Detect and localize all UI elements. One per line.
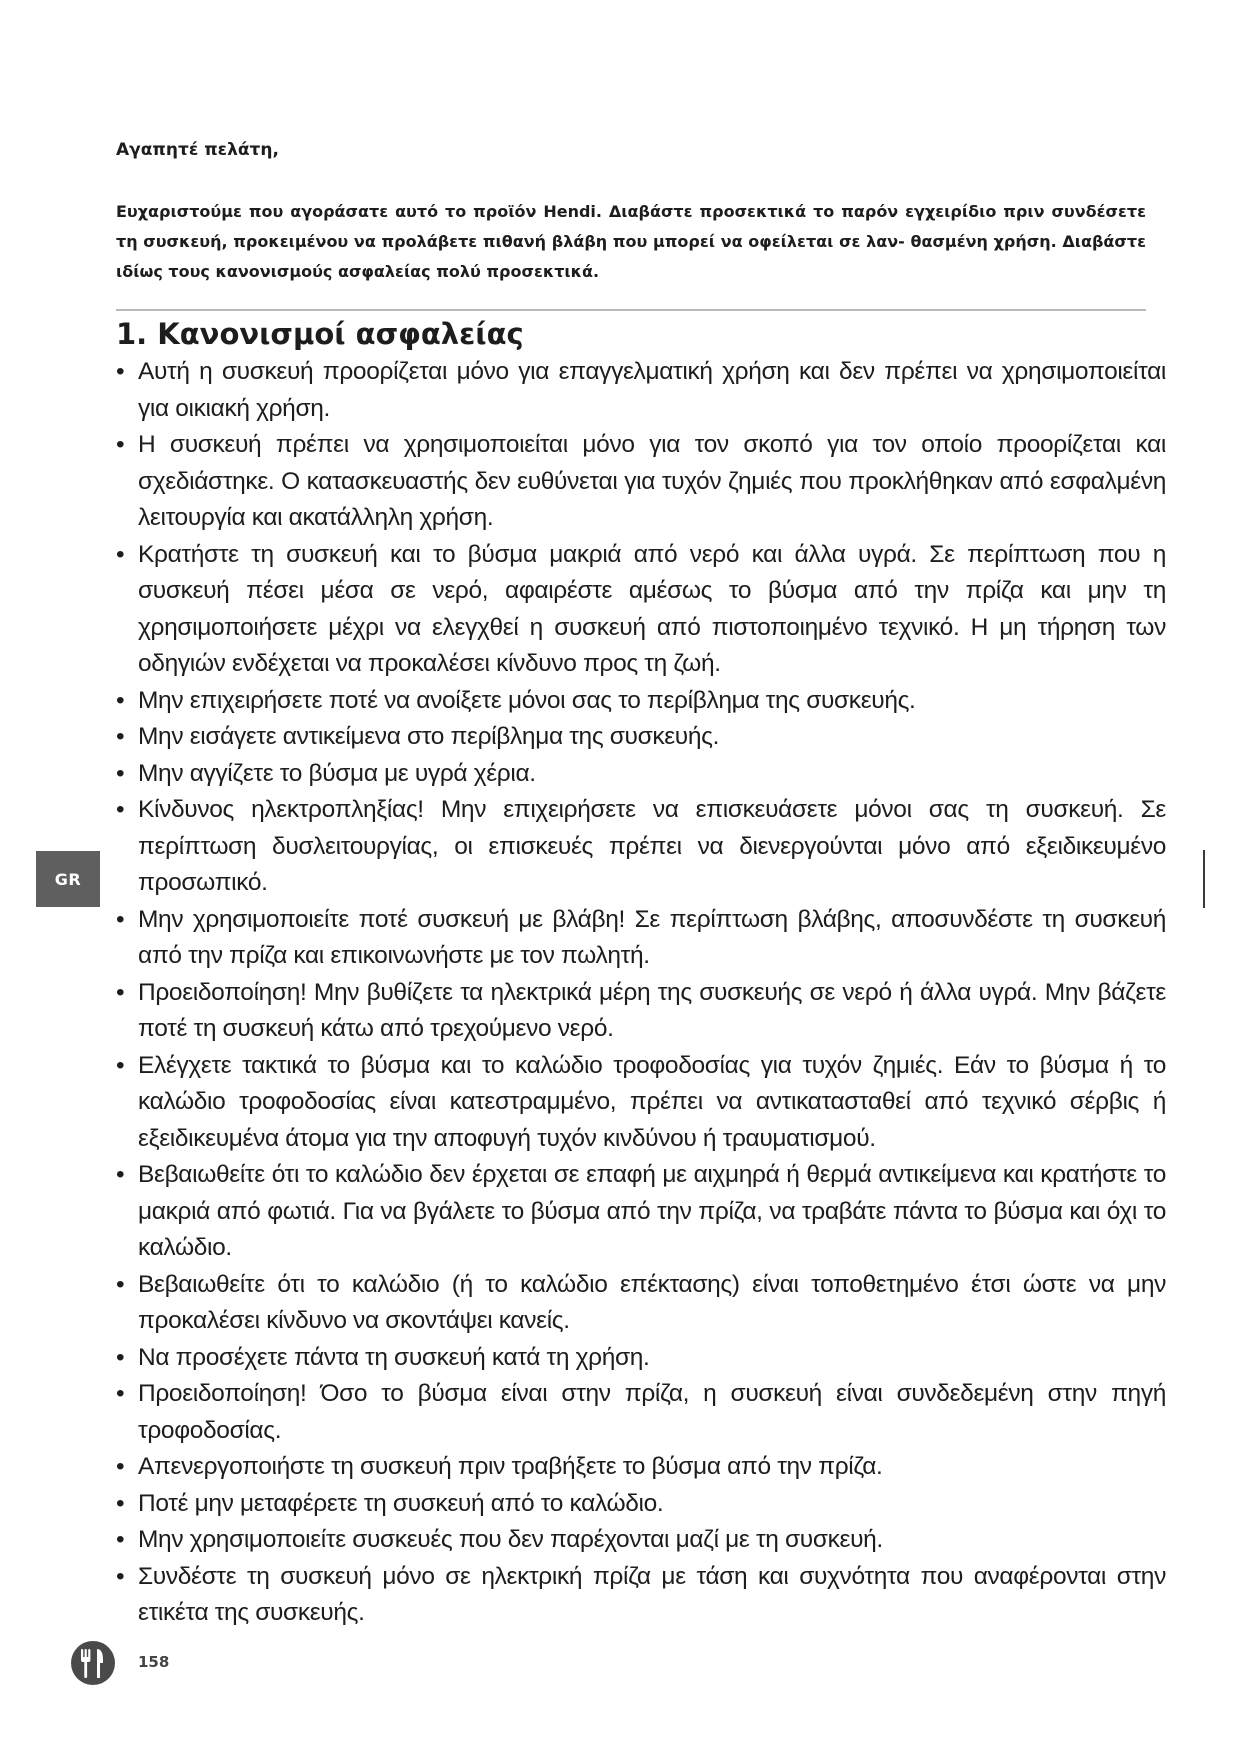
bullet: • — [116, 759, 125, 787]
list-item-text: Κρατήστε τη συσκευή και το βύσμα μακριά από νερό και άλλα υγρά. Σε περίπτωση που η συσκευή πέσει μέσα σε νερό, αφαιρέστε αμέσως το βύσμα από την πρίζα και μην τη χρησιμοποιήσετε μέχρι να ελεγχθεί η συσκευή από πιστοποιημένο τεχνικό. Η μη τήρηση των οδηγιών ενδέχεται να προκαλέσει κίνδυνο προς τη ζωή. — [138, 540, 1166, 677]
list-item-text: Ποτέ μην μεταφέρετε τη συσκευή από το καλώδιο. — [138, 1489, 664, 1517]
list-item-text: Μην εισάγετε αντικείμενα στο περίβλημα της συσκευής. — [138, 723, 720, 750]
list-item-text: Βεβαιωθείτε ότι το καλώδιο δεν έρχεται σε επαφή με αιχμηρά ή θερμά αντικείμενα και κρατήστε το μακριά από φωτιά. Για να βγάλετε το βύσμα από την πρίζα, να τραβάτε πάντα το βύσμα και όχι το καλώδιο. — [138, 1161, 1166, 1261]
bullet: • — [116, 723, 125, 750]
list-item — [116, 683, 1166, 720]
list-item — [116, 354, 1166, 427]
list-item-text: Απενεργοποιήστε τη συσκευή πριν τραβήξετε το βύσμα από την πρίζα. — [138, 1453, 883, 1480]
bullet: • — [116, 1161, 125, 1188]
cutlery-logo-icon — [70, 1640, 116, 1686]
list-item-text: Συνδέστε τη συσκευή μόνο σε ηλεκτρική πρίζα με τάση και συχνότητα που αναφέρονται στην ετικέτα της συσκευής. — [138, 1562, 1166, 1626]
list-item — [116, 1559, 1166, 1632]
list-item — [116, 902, 1166, 975]
list-item — [116, 1267, 1166, 1340]
list-item — [116, 975, 1166, 1048]
bullet: • — [116, 540, 125, 568]
intro-paragraph: Ευχαριστούμε που αγοράσατε αυτό το προϊόν Hendi. Διαβάστε προσεκτικά το παρόν εγχειρίδιο πριν συνδέσετε τη συσκευή, προκειμένου να προλάβετε πιθανή βλάβη που μπορεί να οφείλεται σε λαν- θασμένη χρήση. Διαβάστε ιδίως τους κανονισμούς ασφαλείας πολύ προσεκτικά. — [116, 202, 1146, 281]
bullet: • — [116, 1343, 125, 1371]
list-item-text: Προειδοποίηση! Όσο το βύσμα είναι στην πρίζα, η συσκευή είναι συνδεδεμένη στην πηγή τροφοδοσίας. — [138, 1380, 1166, 1444]
list-item-text: Κίνδυνος ηλεκτροπληξίας! Μην επιχειρήσετε να επισκευάσετε μόνοι σας τη συσκευή. Σε περίπτωση δυσλειτουργίας, οι επισκευές πρέπει να διενεργούνται μόνο από εξειδικευμένο προσωπικό. — [138, 796, 1166, 896]
list-item — [116, 427, 1166, 537]
bullet: • — [116, 1453, 125, 1480]
list-item — [116, 792, 1166, 902]
list-item — [116, 1522, 1166, 1559]
list-item-text: Βεβαιωθείτε ότι το καλώδιο (ή το καλώδιο επέκτασης) είναι τοποθετημένο έτσι ώστε να μην προκαλέσει κίνδυνο να σκοντάψει κανείς. — [138, 1270, 1166, 1334]
safety-rules-list — [116, 354, 1166, 1632]
list-item-text: Προειδοποίηση! Μην βυθίζετε τα ηλεκτρικά μέρη της συσκευής σε νερό ή άλλα υγρά. Μην βάζετε ποτέ τη συσκευή κάτω από τρεχούμενο νερό. — [138, 978, 1166, 1042]
side-marker — [1203, 850, 1205, 908]
bullet: • — [116, 978, 125, 1006]
list-item-text: Μην χρησιμοποιείτε συσκευές που δεν παρέχονται μαζί με τη συσκευή. — [138, 1526, 883, 1553]
bullet: • — [116, 1562, 125, 1590]
bullet: • — [116, 1051, 125, 1079]
list-item-text: Αυτή η συσκευή προορίζεται μόνο για επαγγελματική χρήση και δεν πρέπει να χρησιμοποιείται για οικιακή χρήση. — [138, 358, 1166, 422]
section-divider — [116, 309, 1146, 311]
bullet: • — [116, 905, 125, 933]
language-label: GR — [54, 869, 82, 889]
list-item — [116, 1376, 1166, 1449]
bullet: • — [116, 1380, 125, 1407]
list-item-text: Ελέγχετε τακτικά το βύσμα και το καλώδιο τροφοδοσίας για τυχόν ζημιές. Εάν το βύσμα ή το καλώδιο τροφοδοσίας είναι κατεστραμμένο, πρέπει να αντικατασταθεί από τεχνικό σέρβις ή εξειδικευμένα άτομα για την αποφυγή τυχόν κινδύνου ή τραυματισμού. — [138, 1051, 1166, 1152]
bullet: • — [116, 796, 125, 823]
list-item — [116, 537, 1166, 683]
list-item — [116, 1048, 1166, 1158]
list-item — [116, 1340, 1166, 1377]
list-item-text: Μην επιχειρήσετε ποτέ να ανοίξετε μόνοι σας το περίβλημα της συσκευής. — [138, 686, 916, 714]
page-number: 158 — [138, 1653, 170, 1671]
bullet: • — [116, 1489, 125, 1517]
list-item — [116, 1449, 1166, 1486]
bullet: • — [116, 1270, 125, 1298]
language-tab — [36, 851, 100, 907]
list-item — [116, 1157, 1166, 1267]
list-item-text: Να προσέχετε πάντα τη συσκευή κατά τη χρήση. — [138, 1343, 650, 1371]
list-item — [116, 756, 1166, 793]
list-item-text: Η συσκευή πρέπει να χρησιμοποιείται μόνο για τον σκοπό για τον οποίο προορίζεται και σχεδιάστηκε. Ο κατασκευαστής δεν ευθύνεται για τυχόν ζημιές που προκλήθηκαν από εσφαλμένη λειτουργία και ακατάλληλη χρήση. — [138, 431, 1166, 531]
list-item — [116, 1486, 1166, 1523]
bullet: • — [116, 431, 125, 458]
bullet: • — [116, 1526, 125, 1553]
bullet: • — [116, 686, 125, 714]
list-item — [116, 719, 1166, 756]
list-item-text: Μην αγγίζετε το βύσμα με υγρά χέρια. — [138, 759, 536, 787]
section-title: 1. Κανονισμοί ασφαλείας — [116, 317, 524, 351]
greeting: Αγαπητέ πελάτη, — [116, 140, 279, 160]
list-item-text: Μην χρησιμοποιείτε ποτέ συσκευή με βλάβη! Σε περίπτωση βλάβης, αποσυνδέστε τη συσκευή από την πρίζα και επικοινωνήστε με τον πωλητή. — [138, 905, 1166, 969]
bullet: • — [116, 358, 125, 385]
